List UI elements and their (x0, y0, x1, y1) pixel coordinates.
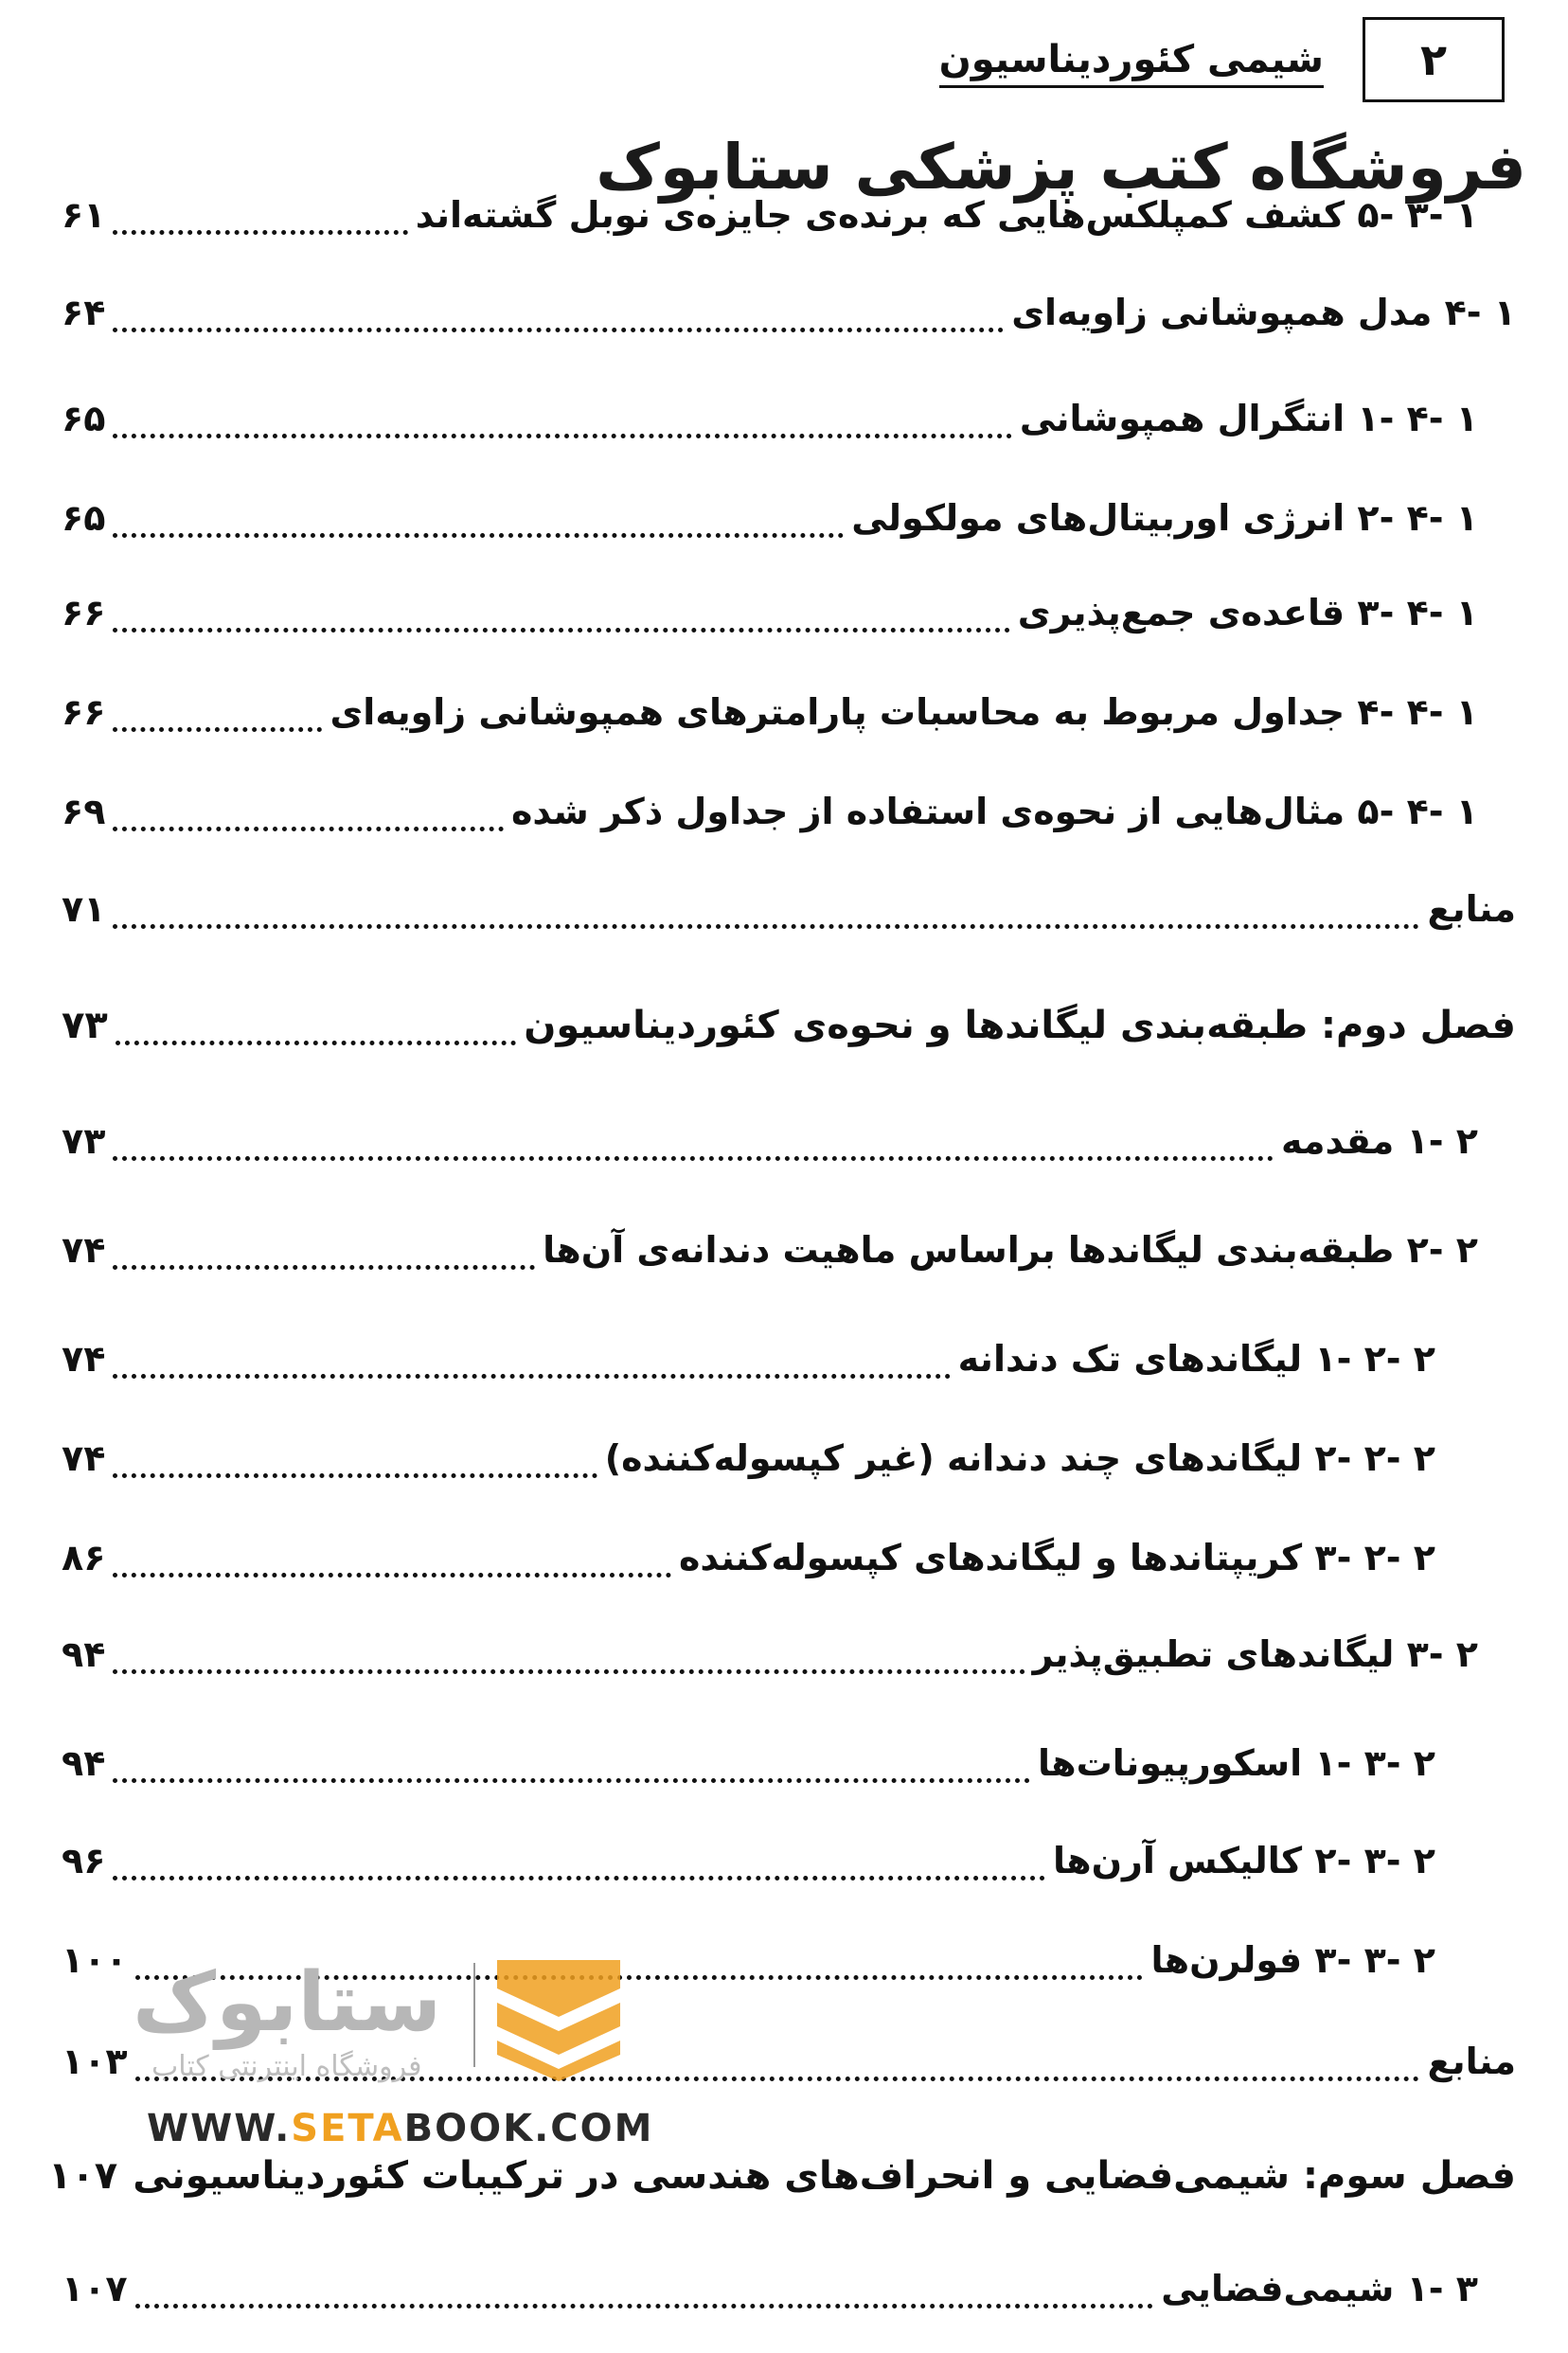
toc-entry-page: ۷۴ (62, 1437, 106, 1479)
leader-dots (113, 727, 322, 732)
toc-entry-title: ۲ -۳ -۲ کالیکس آرن‌ها (1052, 1840, 1435, 1881)
toc-entry-title: ۲ -۲ -۳ کریپتاندها و لیگاندهای کپسوله‌کننده (678, 1537, 1435, 1578)
toc-entry-page: ۷۴ (62, 1338, 106, 1380)
toc-entry-title: فصل سوم: شیمی‌فضایی و انحراف‌های هندسی در ترکیبات کئوردیناسیونی (133, 2154, 1516, 2198)
store-banner: فروشگاه کتب پزشکی ستابوک (596, 131, 1526, 204)
toc-entry-title: ۲ -۱ مقدمه (1280, 1120, 1478, 1162)
page-number: ۲ (1419, 34, 1448, 85)
toc-entry (62, 1229, 1478, 1271)
leader-dots (113, 1573, 671, 1578)
url-suffix: BOOK.COM (403, 2107, 654, 2150)
toc-entry-page: ۶۵ (62, 398, 106, 439)
toc-chapter-entry (62, 1004, 1516, 1047)
toc-entry-title: ۲ -۲ -۱ لیگاندهای تک دندانه (957, 1338, 1435, 1380)
toc-entry-page: ۹۶ (62, 1840, 106, 1881)
running-title: شیمی کئوردیناسیون (939, 38, 1324, 88)
toc-entry-title: ۱ -۴ مدل همپوشانی زاویه‌ای (1011, 292, 1516, 333)
leader-dots (113, 1374, 950, 1379)
watermark-brand: ستابوک (133, 1955, 442, 2050)
toc-entry-page: ۶۹ (62, 791, 106, 832)
toc-entry-title: منابع (1427, 888, 1516, 930)
toc-entry (62, 1537, 1435, 1578)
leader-dots (113, 1265, 535, 1270)
leader-dots (113, 1156, 1274, 1161)
leader-dots (113, 1876, 1045, 1881)
toc-entry (62, 592, 1478, 633)
leader-dots (116, 1041, 516, 1045)
toc-entry (62, 691, 1478, 733)
leader-dots (113, 230, 407, 235)
toc-entry (62, 1633, 1478, 1675)
toc-entry-page: ۸۶ (62, 1537, 106, 1578)
toc-entry-page: ۶۱ (62, 194, 106, 236)
leader-dots (113, 1669, 1025, 1674)
leader-dots (113, 1473, 597, 1478)
toc-entry-page: ۹۴ (62, 1633, 106, 1675)
book-chevron-icon (488, 1951, 630, 2083)
toc-entry (62, 1120, 1478, 1162)
leader-dots (113, 628, 1009, 633)
toc-entry (62, 398, 1478, 439)
watermark-logo (114, 1946, 682, 2150)
toc-entry-page: ۷۴ (62, 1229, 106, 1271)
url-prefix: WWW. (147, 2107, 292, 2150)
toc-entry-page: ۱۰۰ (62, 1939, 128, 1981)
leader-dots (113, 924, 1419, 929)
toc-entry-page: ۱۰۷ (62, 2268, 128, 2309)
leader-dots (135, 2304, 1154, 2308)
url-accent: SETA (291, 2107, 404, 2150)
toc-entry-page: ۶۵ (62, 497, 106, 539)
toc-entry-page: ۶۶ (62, 691, 106, 733)
toc-entry (62, 194, 1478, 236)
toc-entry (62, 791, 1478, 832)
leader-dots (113, 827, 504, 831)
leader-dots (113, 434, 1011, 438)
toc-entry-title: ۱ -۴ -۴ جداول مربوط به محاسبات پارامترهای همپوشانی زاویه‌ای (330, 691, 1478, 733)
watermark-url (147, 2107, 653, 2150)
toc-entry (62, 1437, 1435, 1479)
toc-entry-title: ۱ -۴ -۳ قاعده‌ی جمع‌پذیری (1017, 592, 1478, 633)
toc-entry-title: ۲ -۳ -۱ اسکورپیونات‌ها (1037, 1742, 1435, 1784)
toc-entry-title: ۱ -۴ -۱ انتگرال همپوشانی (1019, 398, 1478, 439)
toc-entry (62, 497, 1478, 539)
toc-entry (62, 1338, 1435, 1380)
toc-entry-page: ۷۳ (62, 1004, 108, 1047)
watermark-divider (473, 1963, 475, 2067)
toc-entry-title: ۱ -۴ -۵ مثال‌هایی از نحوه‌ی استفاده از جداول ذکر شده (510, 791, 1478, 832)
toc-entry (62, 292, 1516, 333)
leader-dots (113, 533, 844, 538)
leader-dots (113, 328, 1004, 332)
toc-entry-page: ۷۱ (62, 888, 106, 930)
toc-entry (62, 1742, 1435, 1784)
leader-dots (113, 1778, 1030, 1783)
toc-entry-page: ۱۰۳ (62, 2041, 128, 2082)
toc-entry (62, 1840, 1435, 1881)
toc-chapter-entry (47, 2154, 1516, 2198)
toc-entry-page: ۶۴ (62, 292, 106, 333)
toc-entry-title: ۲ -۲ -۲ لیگاندهای چند دندانه (غیر کپسوله‌کننده) (604, 1437, 1435, 1479)
toc-entry-title: ۲ -۲ طبقه‌بندی لیگاندها براساس ماهیت دندانه‌ی آن‌ها (543, 1229, 1478, 1271)
toc-entry (62, 888, 1516, 930)
toc-entry-page: ۷۳ (62, 1120, 106, 1162)
toc-entry (62, 2268, 1478, 2309)
toc-entry-title: ۱ -۳ -۵ کشف کمپلکس‌هایی که برنده‌ی جایزه‌ی نوبل گشته‌اند (415, 194, 1478, 236)
toc-entry-title: ۱ -۴ -۲ انرژی اوربیتال‌های مولکولی (851, 497, 1478, 539)
watermark-subtitle: فروشگاه اینترنتی کتاب (151, 2050, 422, 2083)
toc-entry-title: ۲ -۳ -۳ فولرن‌ها (1150, 1939, 1435, 1981)
toc-entry-title: منابع (1427, 2041, 1516, 2082)
toc-entry-page: ۱۰۷ (47, 2154, 118, 2198)
toc-entry-title: فصل دوم: طبقه‌بندی لیگاندها و نحوه‌ی کئوردیناسیون (524, 1004, 1516, 1047)
toc-entry-page: ۶۶ (62, 592, 106, 633)
toc-entry-title: ۳ -۱ شیمی‌فضایی (1161, 2268, 1478, 2309)
toc-entry-title: ۲ -۳ لیگاندهای تطبیق‌پذیر (1032, 1633, 1478, 1675)
toc-entry-page: ۹۴ (62, 1742, 106, 1784)
